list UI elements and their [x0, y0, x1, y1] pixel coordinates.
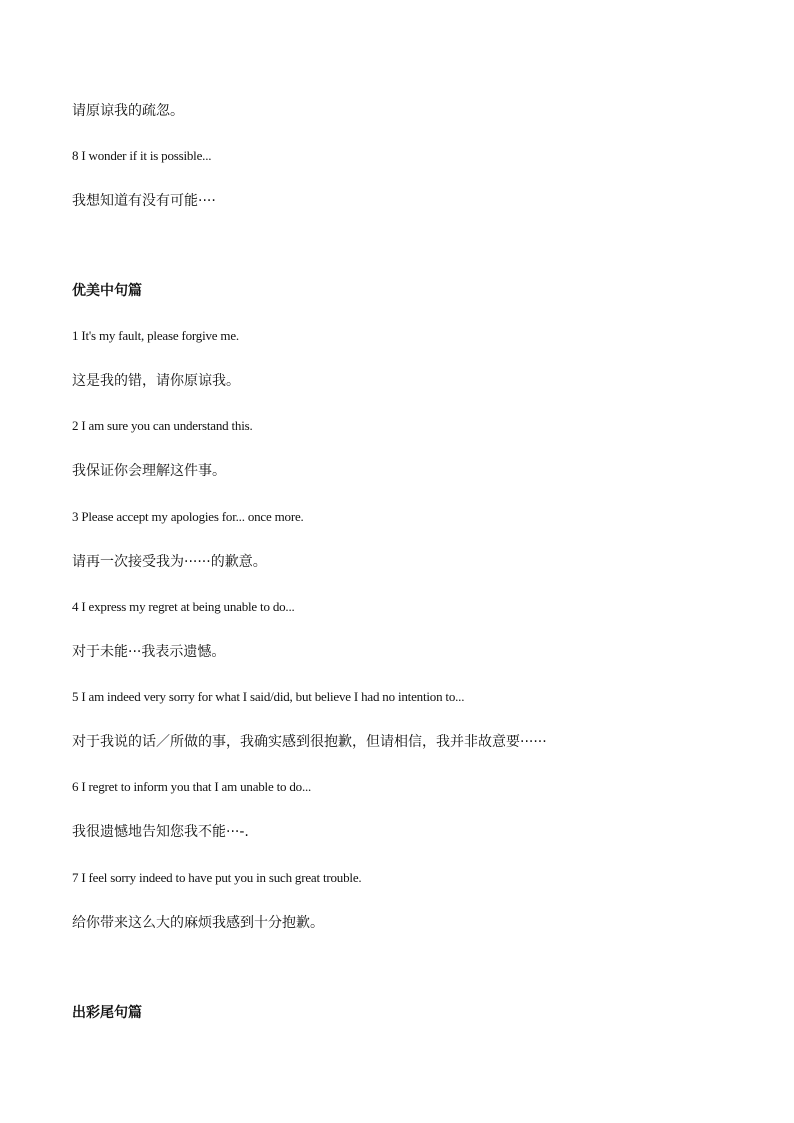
- english-sentence: 6 I regret to inform you that I am unable to do...: [72, 779, 312, 794]
- english-sentence: 1 It's my fault, please forgive me.: [72, 328, 239, 343]
- chinese-sentence: 这是我的错，请你原谅我。: [72, 373, 240, 389]
- chinese-sentence: 请原谅我的疏忽。: [72, 103, 184, 119]
- chinese-sentence: 我很遗憾地告知您我不能···-.: [72, 824, 249, 840]
- section-heading: 出彩尾句篇: [72, 1005, 142, 1021]
- english-sentence: 2 I am sure you can understand this.: [72, 418, 253, 433]
- english-sentence: 3 Please accept my apologies for... once more.: [72, 509, 304, 524]
- chinese-sentence: 对于未能···我表示遗憾。: [72, 644, 226, 660]
- english-sentence: 4 I express my regret at being unable to do...: [72, 599, 295, 614]
- english-sentence: 5 I am indeed very sorry for what I said/did, but believe I had no intention to...: [72, 689, 465, 704]
- chinese-sentence: 对于我说的话／所做的事，我确实感到很抱歉，但请相信，我并非故意要······: [72, 734, 547, 750]
- chinese-sentence: 我保证你会理解这件事。: [72, 463, 226, 479]
- section-heading: 优美中句篇: [72, 283, 142, 299]
- chinese-sentence: 给你带来这么大的麻烦我感到十分抱歉。: [72, 915, 324, 931]
- english-sentence: 7 I feel sorry indeed to have put you in such great trouble.: [72, 870, 362, 885]
- english-sentence: 8 I wonder if it is possible...: [72, 148, 212, 163]
- chinese-sentence: 我想知道有没有可能····: [72, 193, 216, 209]
- chinese-sentence: 请再一次接受我为······的歉意。: [72, 554, 267, 570]
